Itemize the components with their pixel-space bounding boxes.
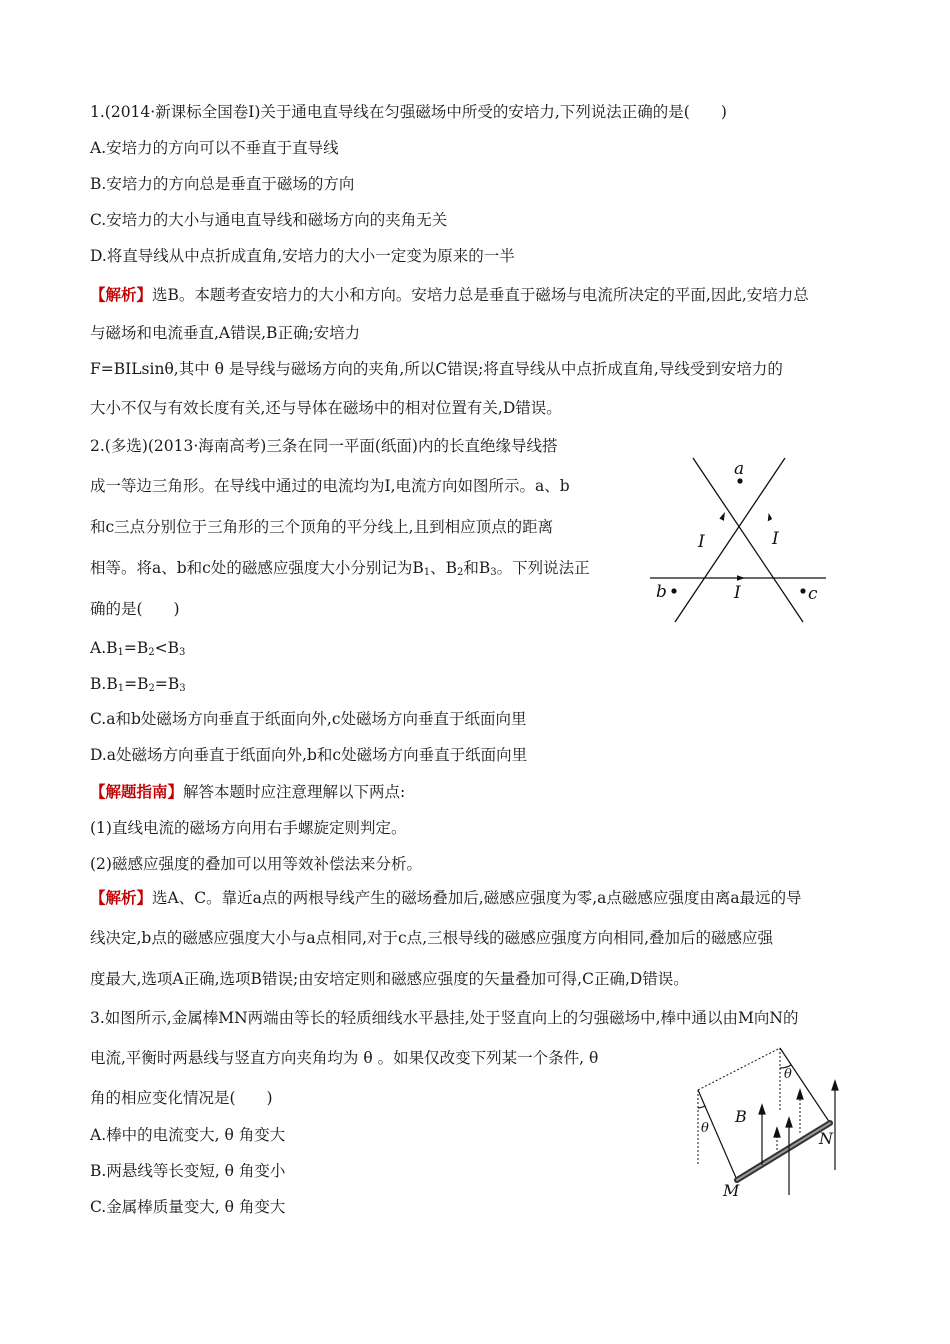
q3-stem-line-2: 电流,平衡时两悬线与竖直方向夹角均为 θ 。如果仅改变下列某一个条件, θ bbox=[90, 1049, 599, 1067]
q2-triangle-figure bbox=[648, 452, 830, 624]
current-arrow-left bbox=[719, 512, 725, 521]
subscript: 3 bbox=[179, 683, 186, 694]
subscript: 1 bbox=[423, 567, 431, 578]
q2-option-d: D.a处磁场方向垂直于纸面向外,b和c处磁场方向垂直于纸面向里 bbox=[90, 746, 528, 764]
label-current-right: I bbox=[772, 529, 779, 549]
q3-option-a: A.棒中的电流变大, θ 角变大 bbox=[90, 1126, 286, 1144]
q3-option-c: C.金属棒质量变大, θ 角变大 bbox=[90, 1198, 286, 1216]
q1-analysis-line-2: 与磁场和电流垂直,A错误,B正确;安培力 bbox=[90, 324, 361, 342]
point-c bbox=[800, 588, 805, 593]
analysis-text: 选A、C。靠近a点的两根导线产生的磁场叠加后,磁感应强度为零,a点磁感应强度由离a最远的导 bbox=[152, 889, 802, 907]
field-arrow-dashed-2 bbox=[774, 1128, 780, 1137]
q3-option-b: B.两悬线等长变短, θ 角变小 bbox=[90, 1162, 286, 1180]
text: 相等。将a、b和c处的磁感应强度大小分别记为B bbox=[90, 559, 424, 577]
text: =B bbox=[124, 675, 149, 693]
subscript: 3 bbox=[490, 567, 497, 578]
subscript: 2 bbox=[148, 683, 155, 694]
q2-analysis-line-3: 度最大,选项A正确,选项B错误;由安培定则和磁感应强度的矢量叠加可得,C正确,D错误。 bbox=[90, 970, 689, 988]
analysis-tag: 【解析】 bbox=[90, 285, 153, 304]
q2-stem-line-2: 成一等边三角形。在导线中通过的电流均为I,电流方向如图所示。a、b bbox=[90, 477, 570, 495]
q2-stem-line-5: 确的是( ) bbox=[90, 600, 180, 618]
ceiling-line bbox=[698, 1048, 780, 1090]
q3-stem-line-3: 角的相应变化情况是( ) bbox=[90, 1089, 273, 1107]
text: =B bbox=[123, 639, 149, 657]
label-theta-right: θ bbox=[784, 1067, 792, 1082]
current-arrow-bottom bbox=[737, 575, 745, 580]
point-b bbox=[671, 588, 676, 593]
q3-rod-figure bbox=[685, 1040, 845, 1200]
q2-stem-line-4 bbox=[90, 558, 590, 583]
label-b: b bbox=[656, 582, 667, 602]
point-a bbox=[737, 478, 742, 483]
right-thread bbox=[780, 1048, 830, 1123]
label-B: B bbox=[735, 1107, 747, 1126]
text: 和B bbox=[463, 559, 491, 577]
q2-guide-point-1: (1)直线电流的磁场方向用右手螺旋定则判定。 bbox=[90, 819, 407, 837]
guide-tag: 【解题指南】 bbox=[90, 782, 184, 801]
left-angle-arc bbox=[698, 1106, 705, 1108]
q3-stem-line-1: 3.如图所示,金属棒MN两端由等长的轻质细线水平悬挂,处于竖直向上的匀强磁场中,棒中通以由M向N的 bbox=[90, 1009, 799, 1027]
q2-option-b bbox=[90, 674, 186, 699]
q2-stem-line-3: 和c三点分别位于三角形的三个顶角的平分线上,且到相应顶点的距离 bbox=[90, 518, 554, 536]
metal-rod-highlight bbox=[737, 1123, 830, 1180]
current-arrow-right bbox=[768, 513, 773, 521]
q1-option-a: A.安培力的方向可以不垂直于直导线 bbox=[90, 139, 339, 157]
q2-guide bbox=[90, 782, 405, 802]
label-current-left: I bbox=[698, 532, 705, 552]
subscript: 2 bbox=[457, 567, 464, 578]
q1-option-c: C.安培力的大小与通电直导线和磁场方向的夹角无关 bbox=[90, 211, 448, 229]
field-arrow-1 bbox=[759, 1105, 765, 1114]
q1-analysis-line-4: 大小不仅与有效长度有关,还与导体在磁场中的相对位置有关,D错误。 bbox=[90, 399, 562, 417]
subscript: 1 bbox=[117, 683, 125, 694]
analysis-text: 选B。本题考查安培力的大小和方向。安培力总是垂直于磁场与电流所决定的平面,因此,安培力总 bbox=[152, 286, 809, 304]
text: A.B bbox=[90, 639, 118, 657]
label-M: M bbox=[723, 1181, 740, 1200]
subscript: 1 bbox=[117, 647, 124, 658]
label-theta-left: θ bbox=[701, 1121, 709, 1136]
q2-analysis-line-2: 线决定,b点的磁感应强度大小与a点相同,对于c点,三根导线的磁感应强度方向相同,叠加后的磁感应强 bbox=[90, 929, 774, 947]
left-wire bbox=[675, 458, 785, 622]
field-arrow-dashed bbox=[797, 1090, 803, 1099]
field-arrow-3 bbox=[832, 1081, 838, 1090]
label-a: a bbox=[734, 459, 745, 479]
q2-stem-line-1: 2.(多选)(2013·海南高考)三条在同一平面(纸面)内的长直绝缘导线搭 bbox=[90, 437, 558, 455]
label-current-bottom: I bbox=[734, 583, 741, 603]
text: 。下列说法正 bbox=[496, 559, 590, 577]
q1-analysis-line-3: F=BILsinθ,其中 θ 是导线与磁场方向的夹角,所以C错误;将直导线从中点折成直角,导线受到安培力的 bbox=[90, 360, 783, 378]
q2-option-c: C.a和b处磁场方向垂直于纸面向外,c处磁场方向垂直于纸面向里 bbox=[90, 710, 527, 728]
text: B.B bbox=[90, 675, 118, 693]
q2-analysis-line-1 bbox=[90, 888, 802, 908]
q2-option-a bbox=[90, 638, 185, 663]
q1-analysis-line-1 bbox=[90, 285, 809, 305]
text: <B bbox=[154, 639, 180, 657]
subscript: 2 bbox=[148, 647, 155, 658]
q1-stem: 1.(2014·新课标全国卷Ⅰ)关于通电直导线在匀强磁场中所受的安培力,下列说法正确的是( ) bbox=[90, 103, 727, 121]
q1-option-d: D.将直导线从中点折成直角,安培力的大小一定变为原来的一半 bbox=[90, 247, 515, 265]
field-arrow-2 bbox=[786, 1118, 792, 1127]
q2-guide-point-2: (2)磁感应强度的叠加可以用等效补偿法来分析。 bbox=[90, 855, 422, 873]
subscript: 3 bbox=[179, 647, 186, 658]
text: 、B bbox=[430, 559, 458, 577]
text: =B bbox=[154, 675, 180, 693]
q1-option-b: B.安培力的方向总是垂直于磁场的方向 bbox=[90, 175, 355, 193]
label-c: c bbox=[808, 584, 818, 604]
guide-text: 解答本题时应注意理解以下两点: bbox=[183, 783, 406, 801]
right-wire bbox=[693, 458, 803, 622]
label-N: N bbox=[819, 1129, 833, 1148]
analysis-tag: 【解析】 bbox=[90, 888, 153, 907]
